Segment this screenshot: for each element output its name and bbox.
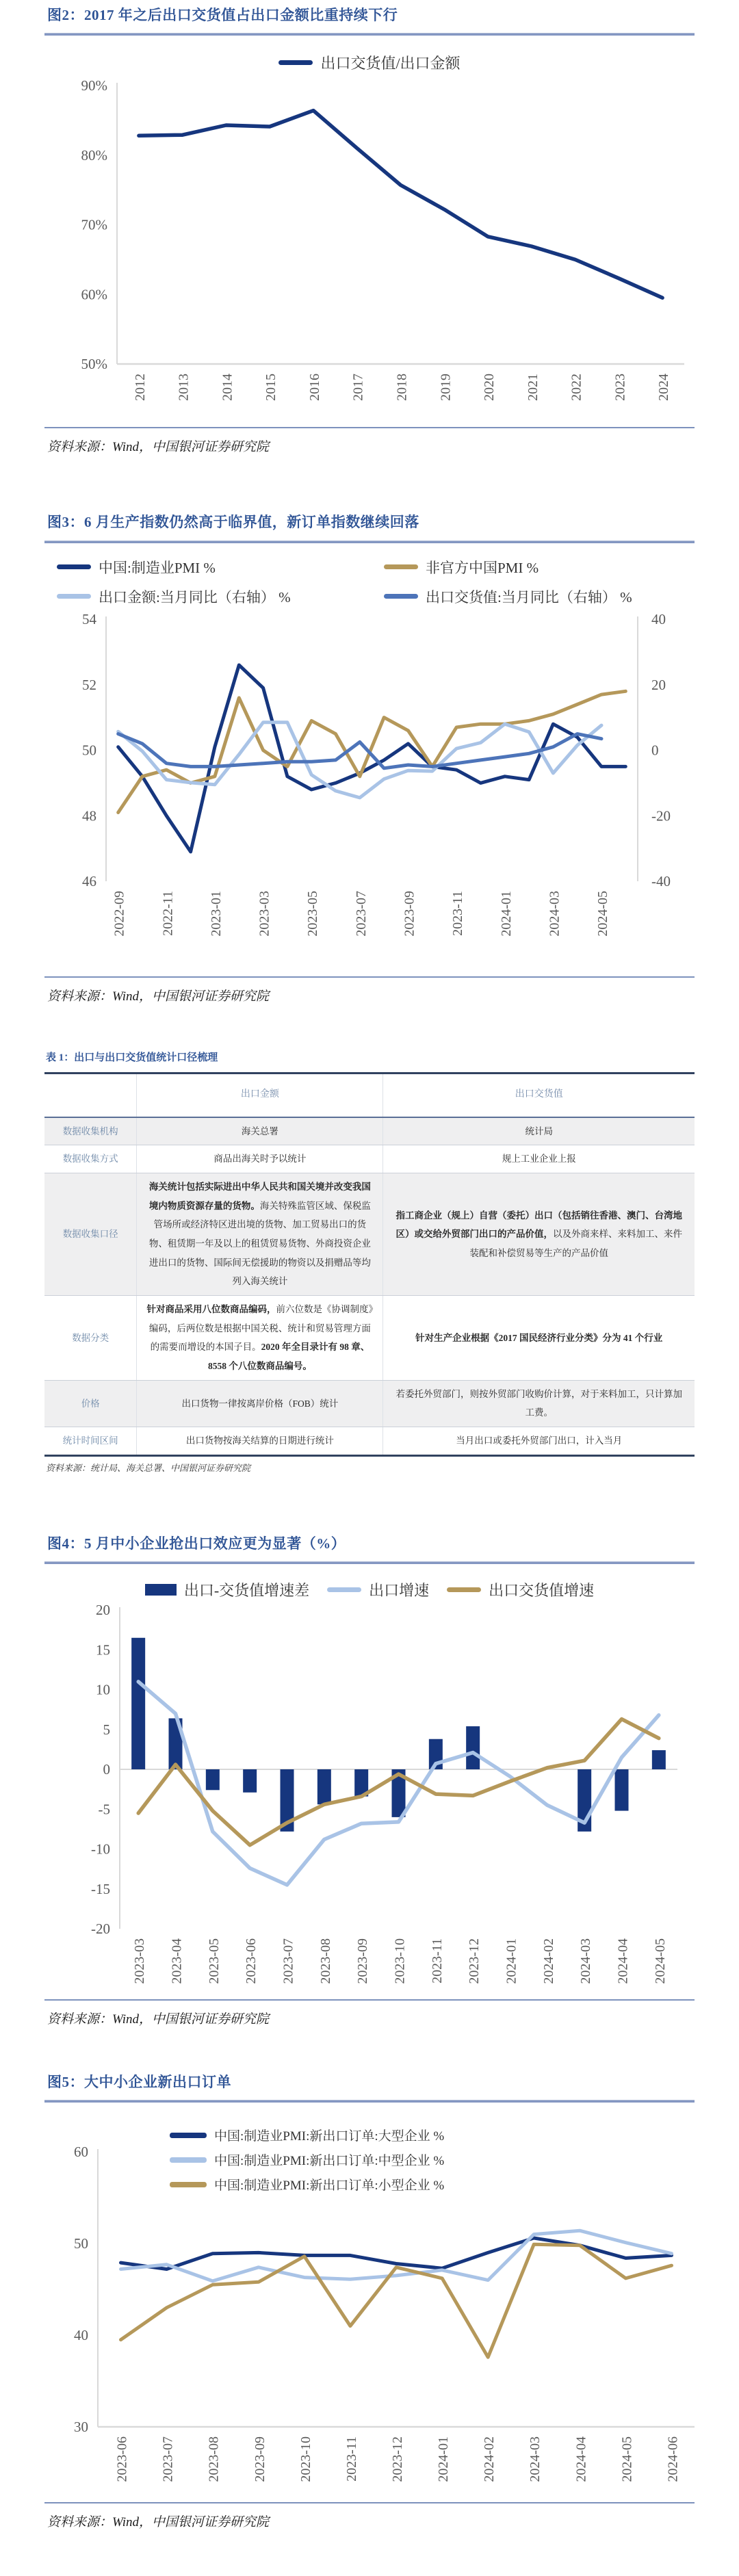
table-cell: 出口货物一律按离岸价格（FOB）统计 <box>137 1380 383 1427</box>
y-tick-label: -5 <box>98 1801 110 1818</box>
legend-swatch <box>170 2182 207 2187</box>
legend-label: 中国:制造业PMI:新出口订单:中型企业 % <box>214 2154 445 2169</box>
legend-swatch <box>57 594 91 599</box>
spacer <box>44 1474 695 1534</box>
y-tick-label: 30 <box>74 2419 88 2436</box>
table-row <box>44 1380 695 1427</box>
table-row <box>44 1173 695 1296</box>
table-cell: 统计局 <box>383 1117 695 1145</box>
legend-swatch <box>447 1587 481 1592</box>
x-tick-label: 2021 <box>525 374 541 402</box>
figure2-title: 图2：2017 年之后出口交货值占出口金额比重持续下行 <box>47 7 398 23</box>
y-tick-label: -20 <box>91 1921 110 1938</box>
table-row <box>44 1117 695 1145</box>
legend-item <box>447 1579 594 1600</box>
line-series <box>118 691 626 812</box>
figure3-section <box>44 512 695 1004</box>
y-tick-label: 15 <box>96 1641 110 1658</box>
y2-tick-label: 0 <box>651 742 659 759</box>
x-tick-label: 2016 <box>307 374 322 402</box>
x-tick-label: 2024-04 <box>573 2436 589 2483</box>
x-tick-label: 2024-03 <box>528 2436 543 2483</box>
legend-label: 出口金额:当月同比（右轴） % <box>99 588 291 606</box>
table-cell: 当月出口或委托外贸部门出口，计入当月 <box>383 1427 695 1456</box>
x-tick-label: 2024-03 <box>578 1938 594 1984</box>
x-tick-label: 2023-08 <box>317 1938 333 1984</box>
y-tick-label: 0 <box>103 1761 110 1778</box>
spacer <box>44 1004 695 1050</box>
table-cell: 出口货物按海关结算的日期进行统计 <box>137 1427 383 1456</box>
x-tick-label: 2023-03 <box>132 1938 148 1984</box>
x-tick-label: 2024-02 <box>482 2436 497 2483</box>
bar <box>317 1769 331 1804</box>
comparison-table <box>44 1072 695 1457</box>
y-tick-label: 40 <box>74 2327 88 2344</box>
table-row-label: 价格 <box>44 1380 137 1427</box>
x-tick-label: 2023-11 <box>429 1938 445 1984</box>
legend-swatch <box>327 1587 361 1592</box>
legend-swatch <box>170 2157 207 2163</box>
x-tick-label: 2023-09 <box>252 2436 268 2483</box>
y-tick-label: 50% <box>81 356 107 373</box>
x-tick-label: 2023-06 <box>244 1938 259 1984</box>
x-tick-label: 2023-11 <box>343 2436 359 2482</box>
x-tick-label: 2024-03 <box>547 890 562 937</box>
bar <box>131 1638 145 1769</box>
legend-item <box>170 2175 444 2194</box>
legend-item <box>170 2150 444 2169</box>
legend-label: 出口交货值/出口金额 <box>320 55 461 73</box>
legend-item <box>57 557 384 577</box>
x-tick-label: 2024-01 <box>498 890 514 937</box>
bar <box>206 1769 220 1790</box>
figure5-chart-wrap <box>44 2112 695 2502</box>
table-cell: 针对商品采用八位数商品编码，前六位数是《协调制度》编码，后两位数是根据中国关税、统计和贸易管理方面的需要而增设的本国子目。2020 年全目录计有 98 章、8558 个八位数商品编号。 <box>137 1296 383 1381</box>
legend-swatch <box>278 60 313 65</box>
figure3-source: 资料来源：Wind，中国银河证券研究院 <box>47 989 270 1004</box>
x-tick-label: 2023-09 <box>402 890 417 937</box>
legend-label: 出口交货值增速 <box>489 1582 595 1600</box>
bar <box>615 1769 629 1811</box>
figure5-section <box>44 2072 695 2530</box>
x-tick-label: 2022-09 <box>112 890 127 937</box>
figure2-source: 资料来源：Wind，中国银河证券研究院 <box>47 440 270 455</box>
spacer <box>44 455 695 512</box>
x-tick-label: 2023-07 <box>160 2436 176 2483</box>
table-cell: 海关统计包括实际进出中华人民共和国关境并改变我国境内物质资源存量的货物。海关特殊监管区域、保税监管场所或经济特区进出境的货物、加工贸易出口的货物、租赁期一年及以上的租赁贸易货物、外商投资企业进出口的货物、国际间无偿援助的物资以及捐赠品等均列入海关统计 <box>137 1173 383 1296</box>
table-row-label: 数据收集方式 <box>44 1145 137 1173</box>
figure4-source: 资料来源：Wind，中国银河证券研究院 <box>47 2012 270 2027</box>
x-tick-label: 2023-03 <box>257 890 272 937</box>
table-cell: 规上工业企业上报 <box>383 1145 695 1173</box>
table1-section <box>44 1050 695 1474</box>
y-tick-label: 80% <box>81 147 107 164</box>
figure3-title: 图3：6 月生产指数仍然高于临界值，新订单指数继续回落 <box>47 514 419 531</box>
x-tick-label: 2022 <box>569 374 584 402</box>
y-tick-label: 48 <box>82 807 96 824</box>
x-tick-label: 2020 <box>482 374 497 402</box>
y-tick-label: -15 <box>91 1880 110 1897</box>
figure5-legend <box>170 2126 444 2194</box>
x-tick-label: 2023-12 <box>390 2436 405 2483</box>
x-tick-label: 2024-01 <box>504 1938 519 1984</box>
figure2-section <box>44 5 695 455</box>
line-series <box>139 111 662 298</box>
x-tick-label: 2024-05 <box>619 2436 635 2483</box>
figure4-title-rule <box>44 1561 695 1564</box>
x-tick-label: 2023-11 <box>450 890 466 936</box>
x-tick-label: 2024-04 <box>615 1938 631 1984</box>
figure4-title: 图4：5 月中小企业抢出口效应更为显著（%） <box>47 1535 346 1552</box>
x-tick-label: 2023-05 <box>305 890 321 937</box>
x-tick-label: 2024-01 <box>436 2436 452 2483</box>
figure4-section <box>44 1534 695 2027</box>
figure2-chart <box>44 73 695 424</box>
legend-item <box>170 2126 444 2144</box>
y-tick-label: -10 <box>91 1840 110 1858</box>
legend-item <box>57 586 384 607</box>
table-header-cell <box>44 1073 137 1117</box>
legend-swatch <box>384 564 418 569</box>
figure4-chart <box>44 1600 695 1996</box>
y-tick-label: 54 <box>82 610 96 627</box>
figure5-source: 资料来源：Wind，中国银河证券研究院 <box>47 2515 270 2530</box>
x-tick-label: 2019 <box>438 374 454 402</box>
figure3-chart <box>44 607 695 973</box>
legend-label: 非官方中国PMI % <box>426 559 539 576</box>
x-tick-label: 2014 <box>220 374 235 402</box>
x-tick-label: 2023-09 <box>355 1938 371 1984</box>
bar <box>466 1726 480 1769</box>
figure5-title-rule <box>44 2100 695 2103</box>
y-tick-label: 50 <box>82 742 96 759</box>
line-series <box>118 733 601 768</box>
x-tick-label: 2024-05 <box>652 1938 668 1984</box>
x-tick-label: 2023 <box>612 374 628 402</box>
legend-label: 出口交货值:当月同比（右轴） % <box>426 588 632 606</box>
x-tick-label: 2023-01 <box>208 890 224 937</box>
spacer <box>44 2027 695 2072</box>
legend-label: 出口增速 <box>369 1582 430 1600</box>
legend-swatch <box>170 2133 207 2138</box>
x-tick-label: 2023-04 <box>169 1938 185 1984</box>
x-tick-label: 2018 <box>394 374 410 402</box>
legend-item <box>384 557 695 577</box>
table-row <box>44 1296 695 1381</box>
y2-tick-label: -20 <box>651 807 671 824</box>
legend-item <box>278 52 460 73</box>
legend-label: 出口-交货值增速差 <box>183 1582 310 1600</box>
legend-swatch <box>384 594 418 599</box>
y-tick-label: 50 <box>74 2235 88 2252</box>
table-row-label: 统计时间区间 <box>44 1427 137 1456</box>
x-tick-label: 2023-06 <box>114 2436 130 2483</box>
table-cell: 海关总署 <box>137 1117 383 1145</box>
table1-source: 资料来源：统计局、海关总署、中国银河证券研究院 <box>46 1462 251 1473</box>
legend-item <box>145 1579 309 1600</box>
x-tick-label: 2017 <box>350 374 366 402</box>
x-tick-label: 2013 <box>176 374 192 402</box>
bar <box>652 1750 666 1769</box>
table-row-label: 数据收集机构 <box>44 1117 137 1145</box>
x-tick-label: 2023-10 <box>392 1938 408 1984</box>
figure5-title: 图5：大中小企业新出口订单 <box>47 2074 231 2091</box>
legend-item <box>327 1579 429 1600</box>
figure4-legend <box>44 1579 695 1600</box>
table-cell: 指工商企业（规上）自营（委托）出口（包括销往香港、澳门、台湾地区）或交给外贸部门出口的产品价值，以及外商来样、来料加工、来件装配和补偿贸易等生产的产品价值 <box>383 1173 695 1296</box>
x-tick-label: 2024-05 <box>595 890 611 937</box>
x-tick-label: 2023-07 <box>353 890 369 937</box>
legend-swatch <box>57 564 91 569</box>
x-tick-label: 2023-08 <box>206 2436 222 2483</box>
figure2-legend <box>44 52 695 73</box>
legend-label: 中国:制造业PMI:新出口订单:小型企业 % <box>214 2178 445 2194</box>
line-series <box>118 665 626 852</box>
table-row <box>44 1427 695 1456</box>
bar <box>243 1769 257 1793</box>
y2-tick-label: 40 <box>651 610 666 627</box>
x-tick-label: 2023-12 <box>467 1938 482 1984</box>
y-tick-label: 20 <box>96 1602 110 1619</box>
legend-label: 中国:制造业PMI % <box>99 559 216 576</box>
y-tick-label: 60 <box>74 2144 88 2161</box>
x-tick-label: 2015 <box>263 374 279 402</box>
x-tick-label: 2023-07 <box>281 1938 296 1984</box>
table-row-label: 数据收集口径 <box>44 1173 137 1296</box>
y-tick-label: 10 <box>96 1681 110 1698</box>
y-tick-label: 46 <box>82 872 96 889</box>
y2-tick-label: 20 <box>651 676 666 693</box>
legend-swatch <box>145 1584 177 1596</box>
y2-tick-label: -40 <box>651 872 671 889</box>
table-header-cell: 出口金额 <box>137 1073 383 1117</box>
legend-label: 中国:制造业PMI:新出口订单:大型企业 % <box>214 2129 445 2144</box>
x-tick-label: 2023-05 <box>206 1938 222 1984</box>
y-tick-label: 70% <box>81 216 107 233</box>
line-series <box>121 2245 672 2358</box>
legend-item <box>384 586 695 607</box>
table-row <box>44 1145 695 1173</box>
table-header-cell: 出口交货值 <box>383 1073 695 1117</box>
table-cell: 商品出海关时予以统计 <box>137 1145 383 1173</box>
y-tick-label: 5 <box>103 1721 110 1738</box>
table-row-label: 数据分类 <box>44 1296 137 1381</box>
y-tick-label: 90% <box>81 77 107 94</box>
figure3-legend <box>57 557 695 607</box>
table-cell: 针对生产企业根据《2017 国民经济行业分类》分为 41 个行业 <box>383 1296 695 1381</box>
x-tick-label: 2024 <box>656 374 672 402</box>
y-tick-label: 60% <box>81 286 107 303</box>
table-cell: 若委托外贸部门，则按外贸部门收购价计算，对于来料加工，只计算加工费。 <box>383 1380 695 1427</box>
figure2-title-rule <box>44 33 695 36</box>
comparison-table-body <box>44 1117 695 1456</box>
line-series <box>118 722 601 797</box>
x-tick-label: 2023-10 <box>298 2436 313 2483</box>
comparison-table-head <box>44 1073 695 1117</box>
figure3-title-rule <box>44 541 695 543</box>
table1-title: 表 1：出口与出口交货值统计口径梳理 <box>46 1052 218 1063</box>
x-tick-label: 2022-11 <box>160 890 176 936</box>
x-tick-label: 2024-02 <box>541 1938 556 1984</box>
x-tick-label: 2012 <box>132 374 148 402</box>
y-tick-label: 52 <box>82 676 96 693</box>
x-tick-label: 2024-06 <box>665 2436 681 2483</box>
